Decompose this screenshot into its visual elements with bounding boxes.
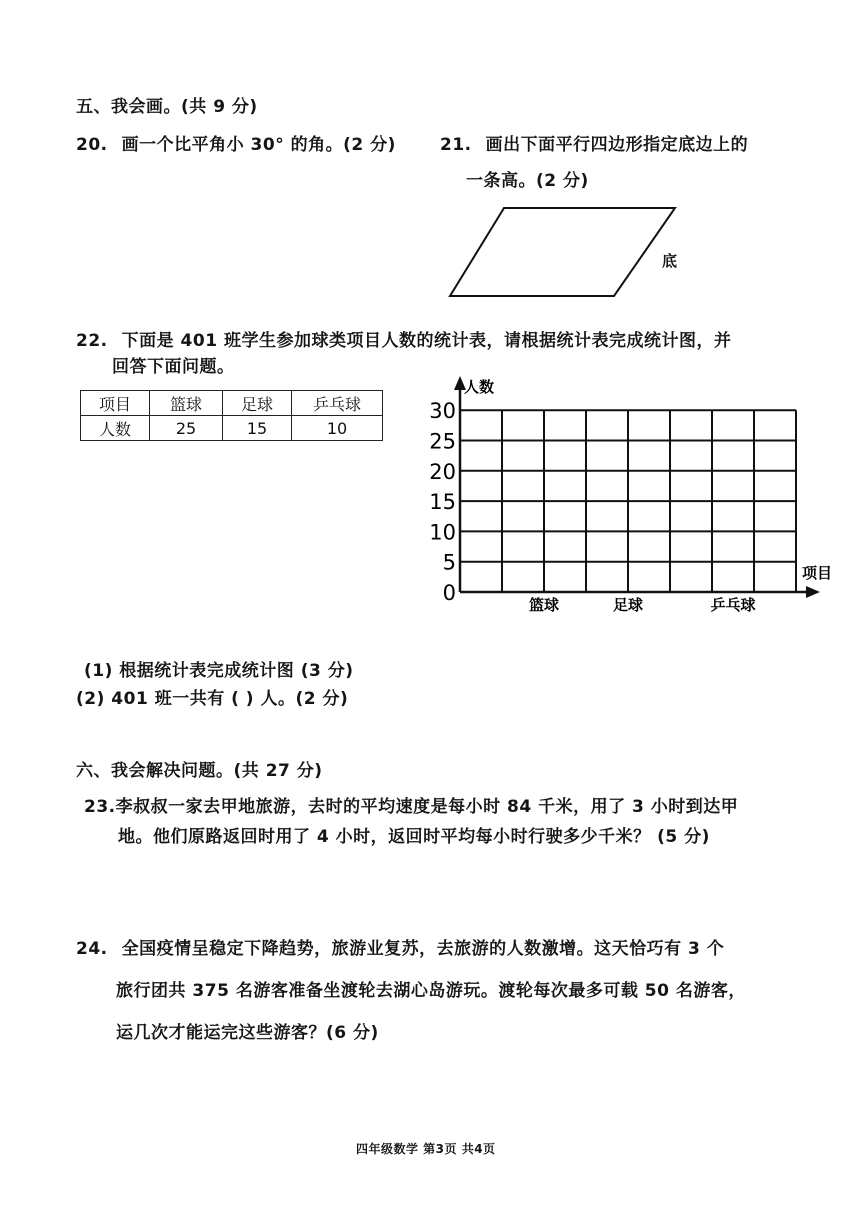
x-category-label: 篮球 — [528, 596, 560, 614]
y-tick-label: 20 — [429, 459, 456, 484]
question-23-line1 — [84, 792, 738, 817]
x-axis-label: 项目 — [802, 564, 833, 582]
question-24-line3: 运几次才能运完这些游客？(6 分) — [116, 1023, 379, 1043]
question-20-number: 20. — [76, 135, 108, 155]
question-23-line2: 地。他们原路返回时用了 4 小时，返回时平均每小时行驶多少千米？ (5 分) — [118, 827, 710, 847]
question-20 — [76, 130, 396, 155]
x-category-label: 足球 — [612, 596, 644, 614]
question-21-text: 画出下面平行四边形指定底边上的 — [485, 135, 749, 155]
question-24-line1 — [76, 934, 724, 959]
table-cell: 10 — [292, 416, 383, 441]
section-six-title: 六、我会解决问题。(共 27 分) — [76, 761, 323, 781]
question-20-text: 画一个比平角小 30° 的角。(2 分) — [121, 135, 396, 155]
y-tick-label: 15 — [429, 490, 456, 515]
table-cell: 乒乓球 — [292, 391, 383, 416]
table-header-row — [81, 391, 383, 416]
y-tick-label: 25 — [429, 429, 456, 454]
y-tick-label: 0 — [442, 581, 456, 605]
question-22-sub1: (1) 根据统计表完成统计图 (3 分) — [84, 661, 354, 681]
table-cell: 25 — [150, 416, 223, 441]
question-22-sub2: (2) 401 班一共有 ( ) 人。(2 分) — [76, 689, 349, 709]
y-tick-label: 5 — [442, 550, 456, 575]
question-21-line2: 一条高。(2 分) — [466, 171, 589, 191]
question-22-line1 — [76, 326, 731, 351]
y-tick-label: 30 — [429, 399, 456, 424]
table-row — [81, 416, 383, 441]
question-22-line2: 回答下面问题。 — [112, 357, 235, 377]
x-category-label: 乒乓球 — [710, 596, 756, 614]
question-24-text: 全国疫情呈稳定下降趋势，旅游业复苏，去旅游的人数激增。这天恰巧有 3 个 — [121, 939, 725, 959]
base-label: 底 — [662, 252, 678, 270]
table-cell: 15 — [223, 416, 292, 441]
question-22-number: 22. — [76, 331, 108, 351]
statistics-chart — [420, 370, 833, 630]
table-cell: 人数 — [81, 416, 150, 441]
y-tick-label: 10 — [429, 520, 456, 545]
question-24-number: 24. — [76, 939, 108, 959]
chart-grid — [460, 410, 796, 592]
question-23-text: 李叔叔一家去甲地旅游，去时的平均速度是每小时 84 千米，用了 3 小时到达甲 — [115, 797, 739, 817]
table-cell: 项目 — [81, 391, 150, 416]
question-21-line1 — [440, 130, 748, 155]
page-footer: 四年级数学 第3页 共4页 — [356, 1142, 496, 1156]
question-24-line2: 旅行团共 375 名游客准备坐渡轮去湖心岛游玩。渡轮每次最多可载 50 名游客， — [116, 981, 746, 1001]
table-cell: 足球 — [223, 391, 292, 416]
parallelogram-shape — [450, 208, 675, 296]
y-axis-label: 人数 — [464, 378, 495, 396]
question-21-number: 21. — [440, 135, 472, 155]
parallelogram-figure — [440, 200, 700, 304]
x-axis-categories — [529, 596, 756, 614]
statistics-table — [80, 390, 383, 441]
section-five-title: 五、我会画。(共 9 分) — [76, 97, 258, 117]
y-axis-ticks — [429, 399, 456, 605]
question-22-text: 下面是 401 班学生参加球类项目人数的统计表，请根据统计表完成统计图，并 — [121, 331, 732, 351]
x-axis-arrow — [806, 586, 820, 598]
table-cell: 篮球 — [150, 391, 223, 416]
question-23-number: 23. — [84, 797, 116, 817]
